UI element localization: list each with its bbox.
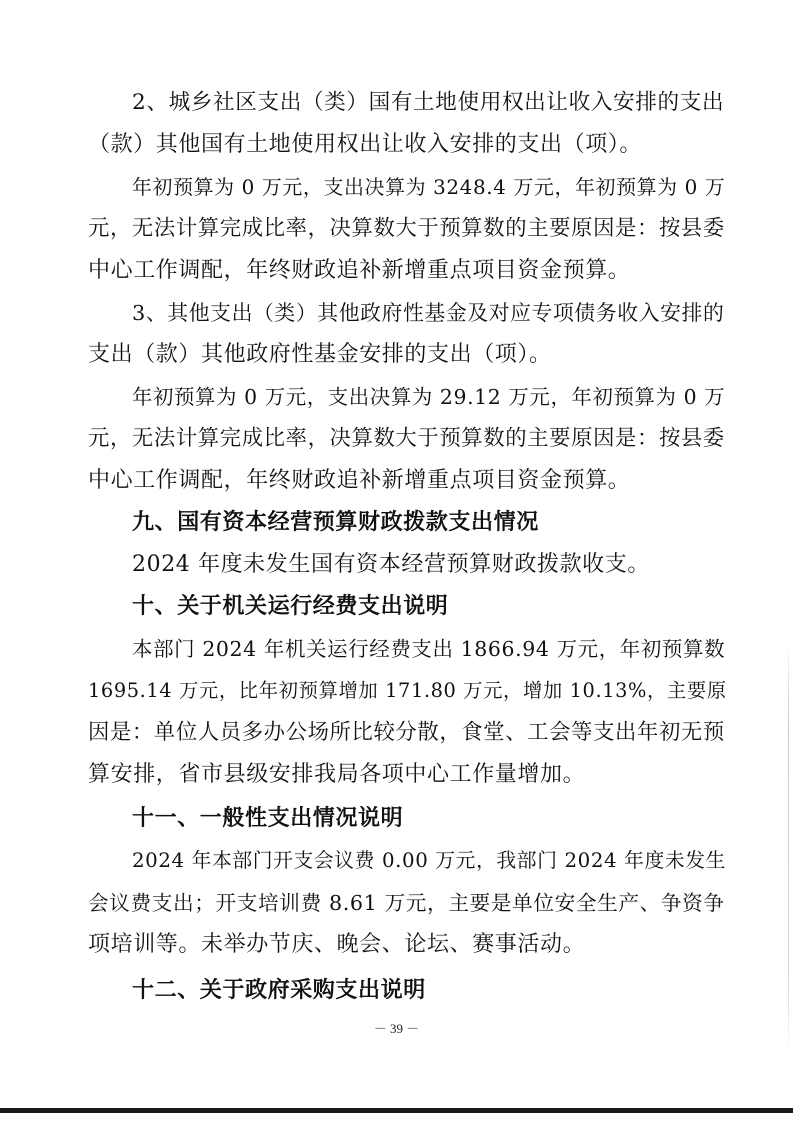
- body-text-line: 算安排，省市县级安排我局各项中心工作量增加。: [88, 762, 586, 787]
- body-text-line: 中心工作调配，年终财政追补新增重点项目资金预算。: [88, 258, 631, 283]
- section-heading: 十、关于机关运行经费支出说明: [132, 594, 449, 619]
- body-text-line: 支出（款）其他政府性基金安排的支出（项）。: [88, 342, 552, 367]
- body-text-line: （款）其他国有土地使用权出让收入安排的支出（项）。: [88, 132, 643, 157]
- body-text-line: 元，无法计算完成比率，决算数大于预算数的主要原因是：按县委: [88, 216, 725, 241]
- bottom-border: [0, 1108, 793, 1113]
- body-text-line: 2、城乡社区支出（类）国有土地使用权出让收入安排的支出: [132, 90, 725, 115]
- body-text-line: 3、其他支出（类）其他政府性基金及对应专项债务收入安排的: [132, 301, 725, 325]
- body-text-line: 2024 年本部门开支会议费 0.00 万元，我部门 2024 年度未发生: [132, 849, 726, 872]
- body-text-line: 项培训等。未举办节庆、晚会、论坛、赛事活动。: [88, 932, 586, 957]
- body-text-line: 元，无法计算完成比率，决算数大于预算数的主要原因是：按县委: [88, 426, 725, 451]
- section-heading: 十一、一般性支出情况说明: [132, 806, 404, 831]
- body-text-line: 中心工作调配，年终财政追补新增重点项目资金预算。: [88, 468, 631, 493]
- body-text-line: 1695.14 万元，比年初预算增加 171.80 万元，增加 10.13%，主要原: [88, 679, 727, 702]
- page-number: － 39 －: [373, 1021, 420, 1036]
- body-text-line: 本部门 2024 年机关运行经费支出 1866.94 万元，年初预算数: [132, 637, 726, 661]
- body-text-line: 年初预算为 0 万元，支出决算为 29.12 万元，年初预算为 0 万: [132, 385, 726, 409]
- body-text-line: 因是：单位人员多办公场所比较分散，食堂、工会等支出年初无预: [88, 720, 725, 745]
- section-heading: 十二、关于政府采购支出说明: [132, 978, 426, 1003]
- body-text-line: 2024 年度未发生国有资本经营预算财政拨款收支。: [132, 552, 650, 577]
- body-text-line: 会议费支出；开支培训费 8.61 万元，主要是单位安全生产、争资争: [88, 891, 725, 915]
- section-heading: 九、国有资本经营预算财政拨款支出情况: [132, 510, 539, 535]
- body-text-line: 年初预算为 0 万元，支出决算为 3248.4 万元，年初预算为 0 万: [132, 175, 726, 199]
- scan-edge-line: [788, 640, 789, 1060]
